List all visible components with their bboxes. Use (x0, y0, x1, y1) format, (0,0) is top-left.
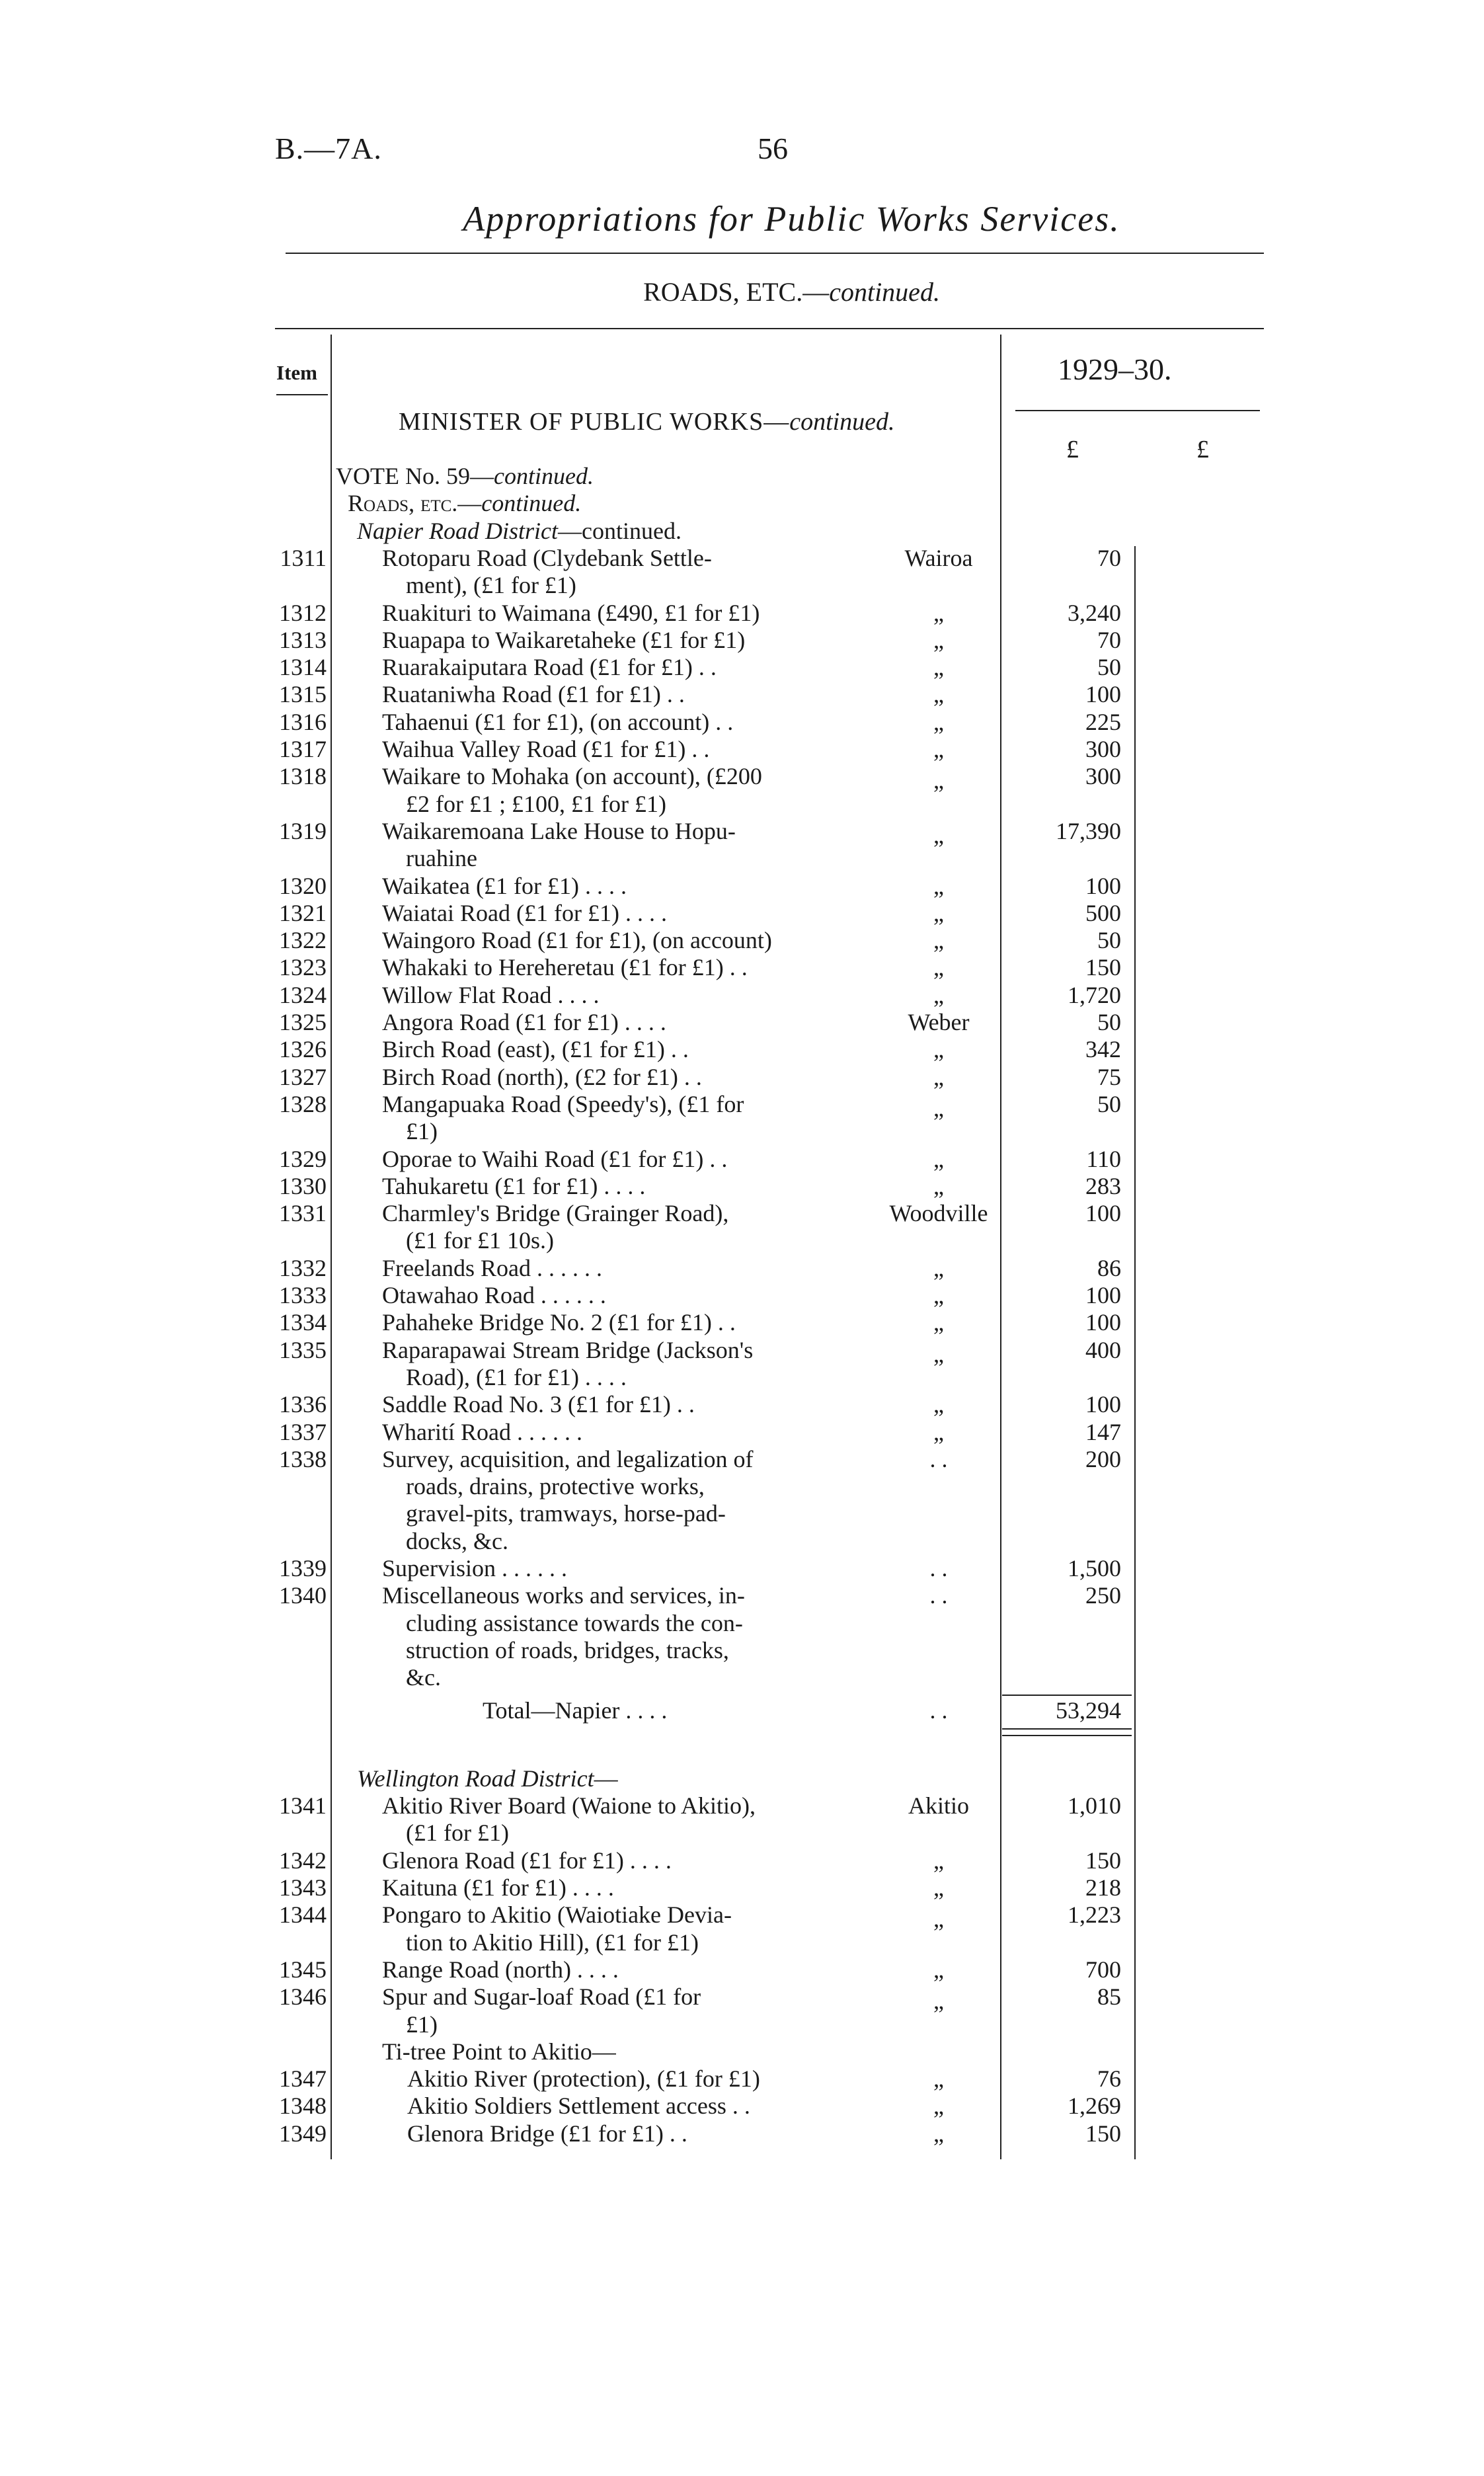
item-number: 1326 (279, 1036, 327, 1063)
item-description: Waingoro Road (£1 for £1), (on account) (382, 927, 772, 954)
item-amount: 110 (1086, 1145, 1121, 1172)
item-description: roads, drains, protective works, (406, 1473, 705, 1500)
item-district: „ (933, 954, 944, 981)
item-district: „ (933, 1874, 944, 1901)
item-district: „ (933, 872, 944, 899)
item-amount: 1,500 (1068, 1555, 1121, 1581)
item-number: 1314 (279, 654, 327, 681)
item-description: Kaituna (£1 for £1) . . . . (382, 1874, 614, 1901)
item-amount: 100 (1085, 1282, 1121, 1308)
item-number: 1340 (279, 1582, 327, 1609)
napier-total-label: Total—Napier . . . . (483, 1697, 668, 1724)
item-description: Spur and Sugar-loaf Road (£1 for (382, 1983, 701, 2011)
item-description: £2 for £1 ; £100, £1 for £1) (406, 790, 666, 817)
item-district: „ (933, 2065, 944, 2093)
page-number: 56 (758, 132, 788, 165)
item-description: Charmley's Bridge (Grainger Road), (382, 1200, 729, 1227)
pound-column-2: £ (1196, 436, 1209, 463)
item-district: „ (933, 1847, 944, 1874)
napier-district-heading (357, 518, 682, 545)
item-description: Akitio River Board (Waione to Akitio), (382, 1792, 756, 1819)
item-amount: 1,223 (1068, 1901, 1121, 1929)
item-description: Road), (£1 for £1) . . . . (406, 1363, 627, 1390)
amount-column-right-divider (1134, 546, 1136, 2159)
item-amount: 75 (1097, 1063, 1121, 1090)
item-description: Ruakituri to Waimana (£490, £1 for £1) (382, 599, 760, 626)
item-amount: 300 (1085, 763, 1121, 790)
item-number: 1318 (279, 763, 327, 790)
item-description: Pongaro to Akitio (Waiotiake Devia- (382, 1901, 732, 1929)
item-description: Whakaki to Hereheretau (£1 for £1) . . (382, 954, 748, 981)
item-district: „ (933, 708, 944, 735)
item-description: £1) (406, 2011, 438, 2038)
item-district: „ (933, 1309, 944, 1336)
item-description: Ruataniwha Road (£1 for £1) . . (382, 681, 685, 708)
item-number: 1317 (279, 736, 327, 762)
item-district: „ (933, 1063, 944, 1090)
item-district: Wairoa (904, 544, 973, 571)
vote-heading-part: continued. (493, 463, 594, 489)
subtitle-main: ROADS, ETC.— (643, 277, 830, 307)
item-number: 1335 (279, 1336, 327, 1363)
item-amount: 50 (1097, 927, 1121, 954)
item-number: 1327 (279, 1063, 327, 1090)
item-number: 1346 (279, 1983, 327, 2011)
item-amount: 100 (1085, 681, 1121, 708)
napier-district-heading-part: Napier Road District (357, 517, 558, 544)
item-description: Miscellaneous works and services, in- (382, 1582, 745, 1609)
item-number: 1348 (279, 2093, 327, 2120)
item-number: 1341 (279, 1792, 327, 1819)
item-number: 1311 (280, 544, 327, 571)
item-description: Wharití Road . . . . . . (382, 1418, 582, 1445)
item-district: „ (933, 736, 944, 762)
item-description: Waihua Valley Road (£1 for £1) . . (382, 736, 710, 762)
subhead-heading-part: Roads, etc.— (348, 490, 482, 517)
item-description: Willow Flat Road . . . . (382, 981, 600, 1008)
item-district: „ (933, 822, 944, 849)
item-number: 1349 (279, 2120, 327, 2147)
titree-heading: Ti-tree Point to Akitio— (382, 2038, 616, 2065)
item-description: Waikare to Mohaka (on account), (£200 (382, 763, 762, 790)
item-amount: 50 (1097, 1009, 1121, 1035)
item-description: Rotoparu Road (Clydebank Settle- (382, 544, 712, 571)
subhead-heading-part: continued. (481, 490, 582, 517)
item-district: „ (933, 2093, 944, 2120)
item-number: 1329 (279, 1145, 327, 1172)
table-top-rule (275, 328, 1264, 329)
item-amount: 17,390 (1056, 817, 1121, 844)
document-code: B.—7A. (275, 132, 382, 165)
item-number: 1325 (279, 1009, 327, 1035)
item-district: „ (933, 2120, 944, 2147)
item-description: Saddle Road No. 3 (£1 for £1) . . (382, 1391, 695, 1418)
item-amount: 225 (1085, 708, 1121, 735)
item-amount: 50 (1097, 654, 1121, 681)
item-description: Otawahao Road . . . . . . (382, 1282, 606, 1308)
item-description: Supervision . . . . . . (382, 1555, 568, 1581)
item-description: Birch Road (north), (£2 for £1) . . (382, 1063, 702, 1090)
item-description: Pahaheke Bridge No. 2 (£1 for £1) . . (382, 1309, 736, 1336)
item-description: Glenora Road (£1 for £1) . . . . (382, 1847, 672, 1874)
item-district: „ (933, 1095, 944, 1122)
item-amount: 1,720 (1068, 981, 1121, 1008)
item-number: 1333 (279, 1282, 327, 1308)
item-district: Woodville (889, 1200, 988, 1227)
item-amount: 200 (1085, 1445, 1121, 1472)
item-district: „ (933, 626, 944, 653)
item-description: Freelands Road . . . . . . (382, 1254, 602, 1281)
item-description: (£1 for £1) (406, 1819, 509, 1847)
item-number: 1328 (279, 1090, 327, 1117)
item-district: „ (933, 767, 944, 794)
item-number: 1316 (279, 708, 327, 735)
item-number: 1330 (279, 1172, 327, 1199)
item-district: „ (933, 1987, 944, 2015)
item-description: gravel-pits, tramways, horse-pad- (406, 1500, 726, 1527)
item-number: 1334 (279, 1309, 327, 1336)
amount-column-left-divider (1000, 335, 1001, 2159)
item-number: 1321 (279, 899, 327, 926)
item-number: 1347 (279, 2065, 327, 2093)
item-description: Tahaenui (£1 for £1), (on account) . . (382, 708, 734, 735)
item-description: Glenora Bridge (£1 for £1) . . (407, 2120, 687, 2147)
item-amount: 100 (1085, 1391, 1121, 1418)
item-description: struction of roads, bridges, tracks, (406, 1636, 729, 1663)
item-district: „ (933, 654, 944, 681)
item-district: Akitio (908, 1792, 969, 1819)
pound-column-1: £ (1066, 436, 1079, 463)
item-amount: 100 (1085, 1200, 1121, 1227)
item-amount: 85 (1097, 1983, 1121, 2011)
item-amount: 150 (1085, 2120, 1121, 2147)
item-number: 1315 (279, 681, 327, 708)
item-amount: 70 (1097, 626, 1121, 653)
item-amount: 283 (1085, 1172, 1121, 1199)
item-description: Akitio River (protection), (£1 for £1) (407, 2065, 760, 2093)
item-description: Ruapapa to Waikaretaheke (£1 for £1) (382, 626, 746, 653)
item-district: „ (933, 1282, 944, 1308)
item-district: „ (933, 681, 944, 708)
item-column-divider (331, 335, 332, 2159)
item-description: ruahine (406, 845, 477, 872)
subhead-heading (348, 490, 581, 517)
item-description: Akitio Soldiers Settlement access . . (407, 2093, 750, 2120)
item-description: Angora Road (£1 for £1) . . . . (382, 1009, 666, 1035)
item-number: 1345 (279, 1956, 327, 1983)
wellington-district-heading-part: Wellington Road District (357, 1765, 594, 1792)
total-rule-top (1002, 1695, 1132, 1696)
item-district: . . (929, 1555, 948, 1581)
napier-district-heading-part: —continued. (558, 517, 682, 544)
item-district: „ (933, 981, 944, 1008)
ministry-main: MINISTER OF PUBLIC WORKS— (399, 408, 790, 436)
item-district: „ (933, 1254, 944, 1281)
item-amount: 100 (1085, 872, 1121, 899)
item-header-underline (276, 394, 328, 395)
item-description: Survey, acquisition, and legalization of (382, 1445, 754, 1472)
total-rule-bottom-2 (1002, 1735, 1132, 1736)
item-amount: 700 (1085, 1956, 1121, 1983)
year-column-header: 1929–30. (1058, 352, 1172, 386)
vote-heading-part: VOTE No. 59— (336, 463, 494, 489)
item-district: „ (933, 1905, 944, 1933)
item-district: „ (933, 1172, 944, 1199)
item-number: 1313 (279, 626, 327, 653)
item-amount: 76 (1097, 2065, 1121, 2093)
item-description: Raparapawai Stream Bridge (Jackson's (382, 1336, 754, 1363)
item-number: 1320 (279, 872, 327, 899)
item-description: docks, &c. (406, 1527, 508, 1554)
item-description: Waiatai Road (£1 for £1) . . . . (382, 899, 667, 926)
item-district: „ (933, 899, 944, 926)
item-number: 1323 (279, 954, 327, 981)
item-column-header: Item (276, 361, 317, 384)
napier-total-amount: 53,294 (1056, 1697, 1121, 1724)
item-district: „ (933, 1418, 944, 1445)
item-number: 1342 (279, 1847, 327, 1874)
section-subtitle (0, 276, 1484, 307)
item-amount: 250 (1085, 1582, 1121, 1609)
item-number: 1336 (279, 1391, 327, 1418)
item-description: Ruarakaiputara Road (£1 for £1) . . (382, 654, 717, 681)
item-amount: 150 (1085, 954, 1121, 981)
item-district: „ (933, 1145, 944, 1172)
item-district: . . (929, 1582, 948, 1609)
item-amount: 500 (1085, 899, 1121, 926)
total-rule-bottom (1002, 1728, 1132, 1730)
title-rule (286, 253, 1264, 254)
item-description: Tahukaretu (£1 for £1) . . . . (382, 1172, 646, 1199)
item-amount: 3,240 (1068, 599, 1121, 626)
item-number: 1338 (279, 1445, 327, 1472)
item-number: 1332 (279, 1254, 327, 1281)
item-district: . . (929, 1445, 948, 1472)
item-amount: 150 (1085, 1847, 1121, 1874)
item-district: „ (933, 1391, 944, 1418)
item-district: „ (933, 1340, 944, 1367)
item-description: cluding assistance towards the con- (406, 1609, 743, 1636)
item-amount: 1,269 (1068, 2093, 1121, 2120)
item-number: 1322 (279, 927, 327, 954)
item-district: „ (933, 927, 944, 954)
item-description: (£1 for £1 10s.) (406, 1227, 554, 1254)
item-district: „ (933, 1036, 944, 1063)
item-description: Range Road (north) . . . . (382, 1956, 619, 1983)
item-description: £1) (406, 1118, 438, 1145)
item-district: „ (933, 1956, 944, 1983)
item-number: 1337 (279, 1418, 327, 1445)
item-amount: 147 (1085, 1418, 1121, 1445)
item-description: Oporae to Waihi Road (£1 for £1) . . (382, 1145, 728, 1172)
year-header-underline (1015, 410, 1260, 411)
item-description: tion to Akitio Hill), (£1 for £1) (406, 1929, 699, 1956)
napier-total-district: . . (929, 1697, 948, 1724)
item-number: 1312 (279, 599, 327, 626)
item-district: „ (933, 599, 944, 626)
item-number: 1339 (279, 1555, 327, 1581)
item-amount: 1,010 (1068, 1792, 1121, 1819)
item-description: Waikaremoana Lake House to Hopu- (382, 817, 736, 844)
item-description: Waikatea (£1 for £1) . . . . (382, 872, 627, 899)
item-number: 1324 (279, 981, 327, 1008)
item-description: Birch Road (east), (£1 for £1) . . (382, 1036, 689, 1063)
vote-heading (336, 463, 594, 490)
item-district: Weber (908, 1009, 970, 1035)
item-description: ment), (£1 for £1) (406, 572, 576, 599)
subtitle-italic: continued. (829, 277, 940, 307)
item-number: 1331 (279, 1200, 327, 1227)
item-amount: 70 (1097, 544, 1121, 571)
item-amount: 300 (1085, 736, 1121, 762)
item-description: &c. (406, 1664, 441, 1691)
item-description: Mangapuaka Road (Speedy's), (£1 for (382, 1090, 744, 1117)
ministry-italic: continued. (789, 408, 895, 436)
item-amount: 400 (1085, 1336, 1121, 1363)
item-amount: 342 (1085, 1036, 1121, 1063)
wellington-district-heading (357, 1765, 618, 1792)
ministry-heading (399, 407, 895, 436)
item-amount: 218 (1085, 1874, 1121, 1901)
item-amount: 50 (1097, 1090, 1121, 1117)
item-number: 1343 (279, 1874, 327, 1901)
item-amount: 86 (1097, 1254, 1121, 1281)
wellington-district-heading-part: — (594, 1765, 618, 1792)
item-amount: 100 (1085, 1309, 1121, 1336)
page-title: Appropriations for Public Works Services. (463, 199, 1120, 239)
item-number: 1344 (279, 1901, 327, 1929)
item-number: 1319 (279, 817, 327, 844)
